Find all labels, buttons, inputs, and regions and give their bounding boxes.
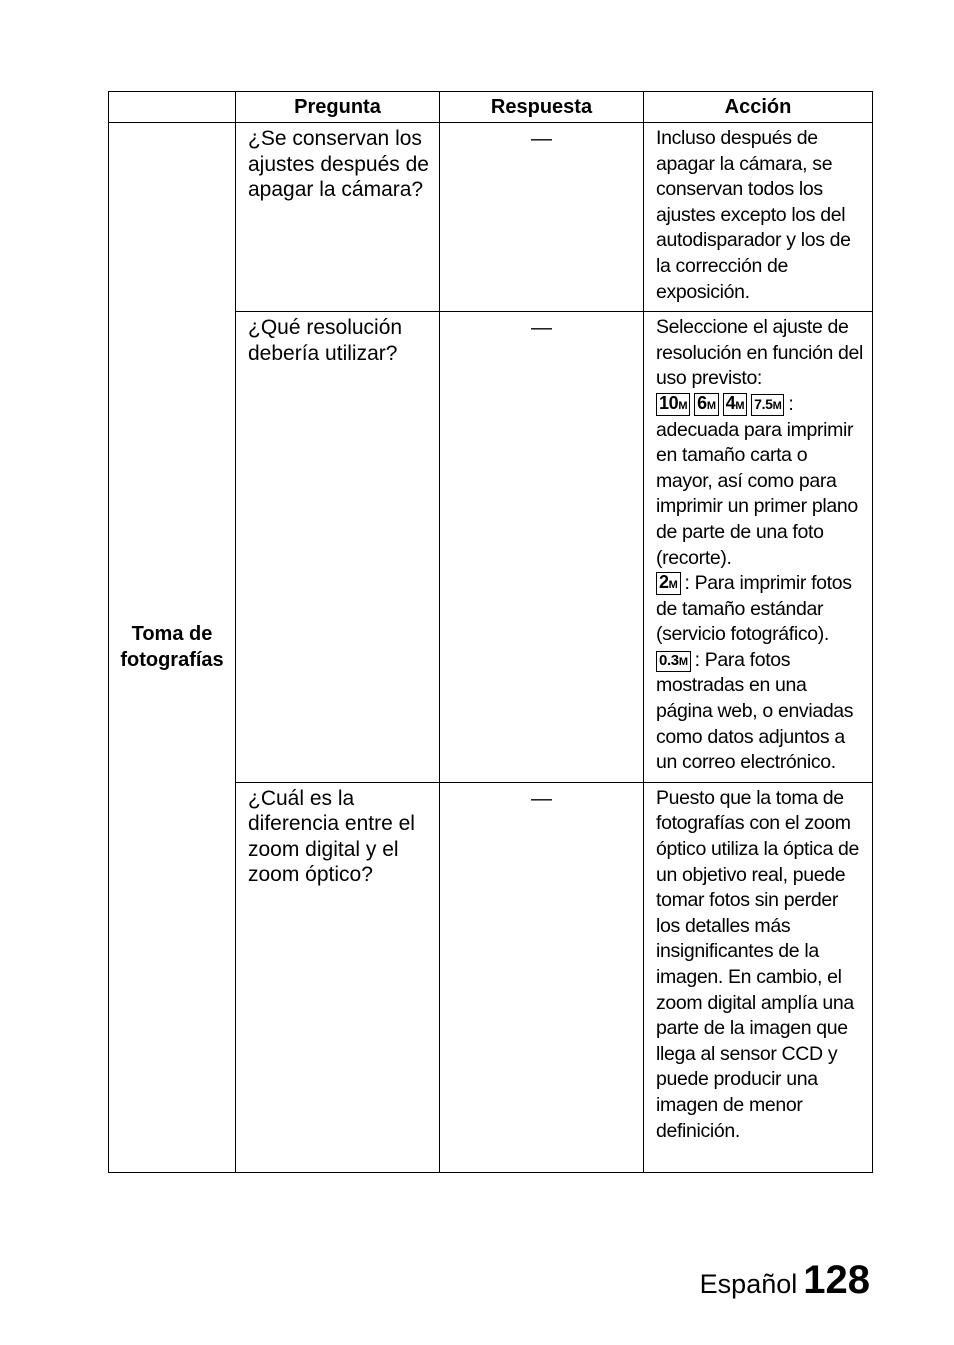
category-cell: [109, 123, 236, 1173]
resolution-small: [656, 648, 866, 776]
answer-cell: —: [440, 782, 644, 1172]
resolution-large-text: : adecuada para imprimir en tamaño carta o mayor, así como para imprimir un primer plano de parte de una foto (recorte).: [656, 392, 858, 569]
resolution-0-3m-icon: 0.3M: [656, 651, 691, 672]
resolution-7-5m-icon: 7.5M: [751, 394, 784, 416]
resolution-large: [656, 392, 866, 571]
category-label: Toma de fotografías: [120, 623, 224, 672]
header-accion: Acción: [644, 92, 873, 123]
page-footer: [700, 1258, 870, 1303]
resolution-10m-icon: 10M: [656, 393, 690, 416]
action-cell: [644, 312, 873, 783]
resolution-mid: [656, 571, 866, 648]
resolution-intro: Seleccione el ajuste de resolución en función del uso previsto:: [656, 316, 863, 390]
question-cell: ¿Qué resolución debería utilizar?: [236, 312, 440, 783]
action-cell: Incluso después de apagar la cámara, se conservan todos los ajustes excepto los del autodisparador y los de la corrección de exposición.: [644, 123, 873, 312]
resolution-mid-text: : Para imprimir fotos de tamaño estándar (servicio fotográfico).: [656, 572, 852, 646]
faq-table: [108, 91, 873, 1173]
table-row: [109, 123, 873, 312]
resolution-6m-icon: 6M: [694, 393, 719, 416]
header-respuesta: Respuesta: [440, 92, 644, 123]
answer-cell: —: [440, 123, 644, 312]
page-number: 128: [803, 1258, 870, 1302]
header-row: [109, 92, 873, 123]
resolution-2m-icon: 2M: [656, 572, 681, 595]
action-cell: Puesto que la toma de fotografías con el zoom óptico utiliza la óptica de un objetivo real, puede tomar fotos sin perder los detalles más insignificantes de la imagen. En cambio, el zoom digital amplía una parte de la imagen que llega al sensor CCD y puede producir una imagen de menor definición.: [644, 782, 873, 1172]
language-label: Español: [699, 1269, 798, 1299]
resolution-small-text: : Para fotos mostradas en una página web, o enviadas como datos adjuntos a un correo electrónico.: [656, 648, 854, 774]
header-empty: [109, 92, 236, 123]
answer-cell: —: [440, 312, 644, 783]
header-pregunta: Pregunta: [236, 92, 440, 123]
question-cell: ¿Cuál es la diferencia entre el zoom digital y el zoom óptico?: [236, 782, 440, 1172]
resolution-4m-icon: 4M: [723, 393, 748, 416]
question-cell: ¿Se conservan los ajustes después de apagar la cámara?: [236, 123, 440, 312]
